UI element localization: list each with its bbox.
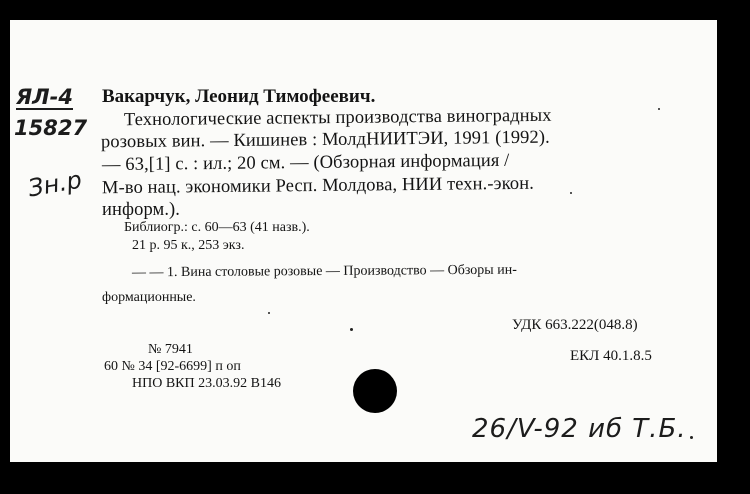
author-heading: Вакарчук, Леонид Тимофеевич. [102, 86, 376, 107]
description-line-2: розовых вин. — Кишинев : МолдНИИТЭИ, 1991 (1992). [100, 127, 550, 153]
ink-speck [658, 108, 660, 110]
order-number: № 7941 [148, 342, 193, 357]
catalog-card [10, 20, 717, 462]
call-number-bottom: 15827 [14, 116, 88, 140]
handwritten-note: Зн.р [25, 165, 84, 203]
description-line-5: информ.). [102, 200, 181, 220]
bibliography-note: Библиогр.: с. 60—63 (41 назв.). [124, 220, 310, 235]
description-line-1: Технологические аспекты производства виноградных [123, 105, 552, 131]
description-line-4: М-во нац. экономики Респ. Молдова, НИИ техн.-экон. [101, 173, 534, 199]
handwritten-date: 26/V-92 иб Т.Б. [472, 414, 687, 444]
ekl-code: ЕКЛ 40.1.8.5 [570, 348, 652, 364]
price-note: 21 р. 95 к., 253 экз. [132, 238, 245, 253]
subject-line-1: — — 1. Вина столовые розовые — Производство — Обзоры ин- [131, 262, 517, 281]
description-line-3: — 63,[1] с. : ил.; 20 см. — (Обзорная информация / [101, 150, 510, 176]
subject-line-2: формационные. [102, 290, 196, 305]
publisher-code: НПО ВКП 23.03.92 В146 [132, 376, 281, 391]
ink-speck [690, 436, 693, 439]
ink-speck [350, 328, 353, 331]
ink-speck [570, 192, 572, 194]
ink-speck [268, 312, 270, 314]
udk-code: УДК 663.222(048.8) [512, 317, 638, 333]
print-info: 60 № 34 [92-6699] п оп [104, 359, 241, 374]
card-punch-hole [353, 369, 397, 413]
call-number-top: ЯЛ-4 [16, 85, 73, 109]
